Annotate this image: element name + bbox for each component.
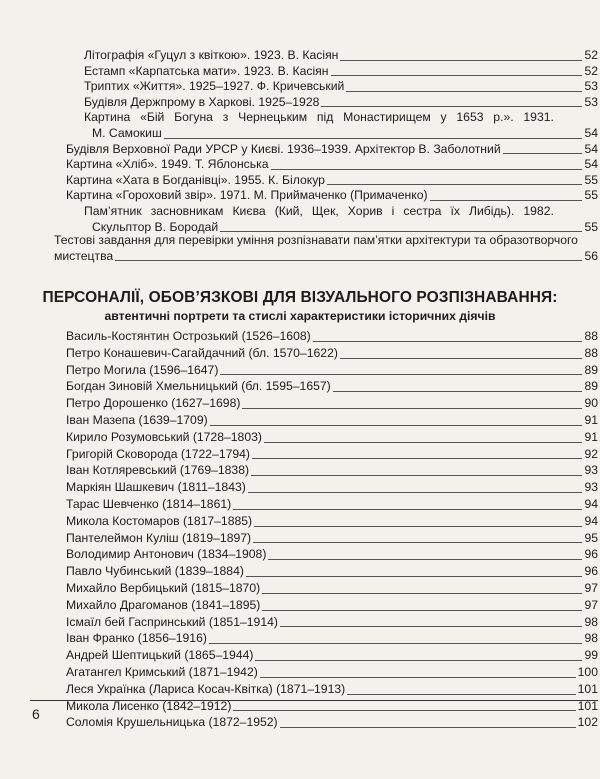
entry-page: 54	[584, 125, 598, 140]
entry-page: 88	[584, 329, 598, 343]
leader-dots	[220, 374, 582, 375]
entry-page: 96	[584, 564, 598, 579]
entry-page: 55	[584, 172, 598, 187]
entry-title: Петро Дорошенко (1627–1698)	[66, 396, 241, 411]
entry-page: 100	[577, 664, 598, 679]
entry-page: 95	[584, 530, 598, 545]
toc-entry	[66, 142, 598, 158]
toc-entry-line	[54, 233, 578, 249]
entry-page: 53	[584, 79, 598, 94]
toc-entry	[66, 614, 598, 631]
entry-title: Літографія «Гуцул з квіткою». 1923. В. Касіян	[84, 48, 339, 62]
entry-word: уміння	[236, 233, 274, 247]
entry-page: 99	[584, 648, 598, 663]
toc-entry	[66, 597, 598, 614]
toc-entry	[66, 479, 598, 496]
toc-entry-line	[54, 249, 598, 265]
toc-section-artworks	[66, 48, 598, 235]
entry-page: 90	[584, 396, 598, 411]
leader-dots	[327, 184, 582, 185]
entry-page: 94	[584, 513, 598, 528]
leader-dots	[347, 694, 575, 695]
entry-page: 97	[584, 580, 598, 595]
entry-page: 54	[584, 157, 598, 172]
leader-dots	[264, 442, 582, 443]
entry-page: 55	[584, 219, 598, 234]
entry-page: 89	[584, 379, 598, 394]
entry-word: Хорив	[347, 203, 383, 218]
entry-page: 56	[584, 248, 598, 263]
entry-word: у	[440, 110, 447, 125]
leader-dots	[255, 660, 582, 661]
entry-page: 96	[584, 547, 598, 562]
leader-dots	[233, 710, 575, 711]
toc-entry	[66, 462, 598, 479]
toc-entry-line	[66, 126, 598, 142]
entry-title: Маркіян Шашкевич (1811–1843)	[66, 480, 246, 495]
entry-word: завдання	[98, 233, 152, 247]
entry-word: перевірки	[178, 233, 234, 247]
toc-section-personalities	[66, 328, 598, 731]
entry-word: «Бій	[140, 110, 165, 125]
toc-entry	[66, 395, 598, 412]
entry-page: 54	[584, 141, 598, 156]
entry-title: Тарас Шевченко (1814–1861)	[66, 496, 232, 511]
entry-word: (Кий,	[274, 203, 303, 218]
toc-entry	[66, 664, 598, 681]
entry-title: Петро Могила (1596–1647)	[66, 362, 219, 377]
toc-entry	[66, 157, 598, 173]
toc-entry	[66, 173, 598, 189]
entry-title: Будівля Верховної Ради УРСР у Києві. 1936–1939. Архітектор В. Заболотний	[66, 141, 501, 156]
entry-word: та	[473, 233, 487, 247]
entry-title: Андрей Шептицький (1865–1944)	[66, 648, 254, 663]
entry-page: 88	[584, 345, 598, 360]
toc-entry	[66, 446, 598, 463]
leader-dots	[340, 60, 582, 61]
entry-title: Агатангел Кримський (1871–1942)	[66, 664, 258, 679]
entry-word: Чернецьким	[238, 110, 308, 125]
entry-page: 102	[577, 715, 598, 730]
entry-title: Василь-Костянтин Острозький (1526–1608)	[66, 329, 311, 343]
toc-entry	[66, 412, 598, 429]
entry-title: Картина «Хліб». 1949. Т. Яблонська	[66, 157, 269, 172]
toc-entry-tests	[54, 233, 598, 264]
entry-page: 92	[584, 446, 598, 461]
toc-entry	[66, 188, 598, 204]
entry-page: 55	[584, 188, 598, 203]
entry-title: Картина «Хата в Богданівці». 1955. К. Білокур	[66, 172, 325, 187]
toc-entry	[66, 580, 598, 597]
entry-page: 101	[577, 681, 598, 696]
entry-word: пам’ятки	[353, 233, 403, 247]
leader-dots	[115, 260, 582, 261]
leader-dots	[346, 91, 582, 92]
leader-dots	[280, 626, 582, 627]
entry-word: 1931.	[523, 110, 554, 125]
entry-title: Ісмаїл бей Гаспринський (1851–1914)	[66, 614, 278, 629]
entry-word: 1653	[456, 110, 484, 125]
entry-title: Михайло Драгоманов (1841–1895)	[66, 597, 261, 612]
entry-title: Іван Мазепа (1639–1709)	[66, 412, 208, 427]
toc-entry	[66, 630, 598, 647]
entry-title: Триптих «Життя». 1925–1927. Ф. Кричевський	[84, 79, 345, 94]
entry-title: Кирило Розумовський (1728–1803)	[66, 429, 262, 444]
toc-entry	[66, 513, 598, 530]
leader-dots	[246, 576, 582, 577]
entry-page: 98	[584, 631, 598, 646]
entry-page: 53	[584, 94, 598, 109]
leader-dots	[503, 153, 582, 154]
entry-title: Соломія Крушельницька (1872–1952)	[66, 715, 278, 730]
entry-page: 98	[584, 614, 598, 629]
leader-dots	[430, 200, 582, 201]
toc-entry-bogun	[66, 110, 598, 141]
entry-word: Картина	[84, 110, 131, 125]
entry-title: Микола Костомаров (1817–1885)	[66, 513, 253, 528]
toc-entry-monument	[66, 204, 598, 235]
leader-dots	[268, 559, 582, 560]
leader-dots	[340, 358, 582, 359]
entry-title: Микола Лисенко (1842–1912)	[66, 698, 232, 713]
toc-entry	[66, 48, 598, 64]
entry-title: Петро Конашевич-Сагайдачний (бл. 1570–1622)	[66, 345, 338, 360]
entry-title: Володимир Антонович (1834–1908)	[66, 547, 267, 562]
entry-word: Богуна	[174, 110, 213, 125]
entry-title: Павло Чубинський (1839–1884)	[66, 564, 244, 579]
toc-entry	[66, 429, 598, 446]
entry-page: 89	[584, 362, 598, 377]
entry-word: Либідь).	[468, 203, 515, 218]
leader-dots	[333, 391, 582, 392]
entry-word: для	[154, 233, 176, 247]
toc-entry	[66, 496, 598, 513]
leader-dots	[331, 75, 583, 76]
toc-entry-line	[66, 204, 554, 220]
toc-entry	[66, 95, 598, 111]
leader-dots	[280, 727, 576, 728]
toc-entry	[66, 647, 598, 664]
entry-title: Михайло Вербицький (1815–1870)	[66, 580, 261, 595]
toc-entry	[66, 563, 598, 580]
leader-dots	[262, 610, 582, 611]
entry-page: 52	[584, 63, 598, 78]
entry-page: 93	[584, 463, 598, 478]
leader-dots	[248, 492, 582, 493]
entry-word: образотворчого	[489, 233, 578, 247]
toc-entry	[66, 64, 598, 80]
toc-entry	[66, 546, 598, 563]
entry-word: їх	[450, 203, 460, 218]
toc-entry	[66, 714, 598, 731]
entry-title: Леся Українка (Лариса Косач-Квітка) (1871–1913)	[66, 681, 346, 696]
entry-word: і	[391, 203, 395, 218]
entry-title: мистецтва	[54, 248, 114, 263]
leader-dots	[251, 475, 582, 476]
entry-title: Естамп «Карпатська мати». 1923. В. Касіян	[84, 63, 329, 78]
entry-word: Тестові	[54, 233, 96, 247]
entry-title: Скульптор В. Бородай	[92, 219, 219, 234]
entry-word: під	[316, 110, 334, 125]
entry-title: Іван Франко (1856–1916)	[66, 631, 207, 646]
leader-dots	[313, 341, 582, 342]
entry-word: з	[222, 110, 229, 125]
leader-dots	[233, 509, 582, 510]
entry-word: розпізнавати	[277, 233, 350, 247]
entry-word: архітектури	[405, 233, 471, 247]
entry-title: Картина «Гороховий звір». 1971. М. Приймаченко (Примаченко)	[66, 188, 428, 203]
toc-entry	[66, 530, 598, 547]
page-number: 6	[32, 706, 40, 722]
entry-word: р.».	[493, 110, 514, 125]
entry-title: Пантелеймон Куліш (1819–1897)	[66, 530, 252, 545]
entry-word: засновникам	[150, 203, 224, 218]
entry-title: М. Самокиш	[92, 125, 162, 140]
leader-dots	[253, 542, 582, 543]
toc-entry	[66, 362, 598, 379]
entry-word: 1982.	[523, 203, 554, 218]
leader-dots	[262, 593, 582, 594]
leader-dots	[220, 231, 582, 232]
entry-page: 91	[584, 412, 598, 427]
entry-title: Григорій Сковорода (1722–1794)	[66, 446, 250, 461]
leader-dots	[260, 677, 576, 678]
entry-word: Пам’ятник	[84, 203, 142, 218]
entry-word: Києва	[232, 203, 266, 218]
section-subheading: автентичні портрети та стислі характеристики історичних діячів	[104, 309, 496, 323]
entry-word: сестра	[403, 203, 442, 218]
leader-dots	[321, 106, 582, 107]
entry-title: Богдан Зиновій Хмельницький (бл. 1595–1657)	[66, 379, 331, 394]
toc-entry-line	[66, 110, 554, 126]
entry-page: 101	[577, 698, 598, 713]
entry-word: Монастирищем	[343, 110, 431, 125]
leader-dots	[252, 458, 582, 459]
entry-page: 94	[584, 496, 598, 511]
toc-entry	[66, 328, 598, 345]
entry-page: 91	[584, 429, 598, 444]
toc-entry	[66, 378, 598, 395]
leader-dots	[209, 643, 582, 644]
leader-dots	[271, 169, 583, 170]
entry-title: Будівля Держпрому в Харкові. 1925–1928	[84, 94, 320, 109]
entry-page: 93	[584, 480, 598, 495]
entry-word: Щек,	[311, 203, 339, 218]
footer-rule	[30, 700, 598, 701]
toc-entry	[66, 79, 598, 95]
entry-title: Іван Котляревський (1769–1838)	[66, 463, 250, 478]
toc-entry	[66, 681, 598, 698]
entry-page: 52	[584, 48, 598, 62]
leader-dots	[254, 526, 582, 527]
leader-dots	[242, 408, 582, 409]
toc-entry	[66, 345, 598, 362]
section-heading: ПЕРСОНАЛІЇ, ОБОВ’ЯЗКОВІ ДЛЯ ВІЗУАЛЬНОГО РОЗПІЗНАВАННЯ:	[42, 289, 558, 306]
leader-dots	[164, 138, 582, 139]
entry-page: 97	[584, 597, 598, 612]
leader-dots	[210, 425, 582, 426]
